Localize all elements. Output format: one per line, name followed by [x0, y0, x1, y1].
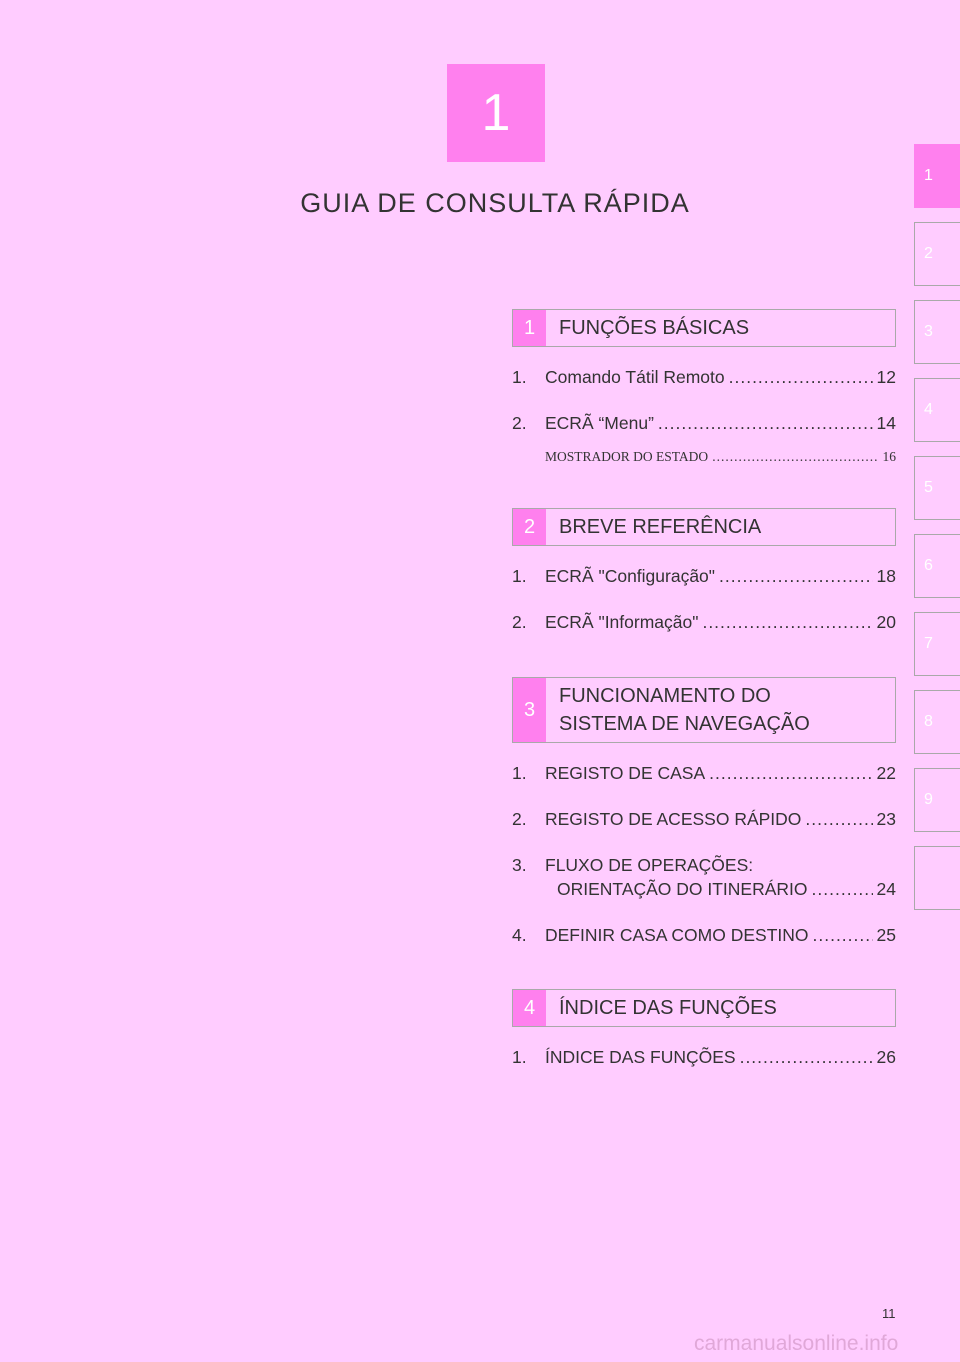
- entry-leader: [658, 411, 873, 435]
- page-title: GUIA DE CONSULTA RÁPIDA: [300, 188, 690, 218]
- section-header: [512, 309, 896, 347]
- side-tab-8[interactable]: 8: [914, 690, 960, 754]
- entry-number: 3.: [512, 855, 527, 875]
- section-title-line: FUNCIONAMENTO DO: [559, 685, 771, 707]
- entry-title: ECRÃ "Configuração": [545, 566, 716, 586]
- section-4: [512, 989, 896, 1091]
- section-title: [546, 678, 822, 742]
- entry-title: ECRÃ "Informação": [545, 612, 699, 632]
- entry-leader: [812, 877, 873, 901]
- side-tab-2[interactable]: 2: [914, 222, 960, 286]
- section-title: FUNÇÕES BÁSICAS: [559, 317, 750, 339]
- section-title: BREVE REFERÊNCIA: [559, 516, 762, 538]
- chapter-number-box: 1: [447, 64, 545, 162]
- entry-leader: [702, 610, 872, 634]
- toc-subentry[interactable]: [512, 445, 896, 469]
- entry-number: 2.: [512, 413, 527, 433]
- side-tab-7[interactable]: 7: [914, 612, 960, 676]
- entry-number: 1.: [512, 1047, 527, 1067]
- entry-title: Comando Tátil Remoto: [545, 367, 725, 387]
- side-tab-9[interactable]: 9: [914, 768, 960, 832]
- toc-entry[interactable]: [512, 564, 896, 588]
- entry-title: DEFINIR CASA COMO DESTINO: [545, 925, 809, 945]
- toc-entry[interactable]: [512, 853, 896, 901]
- entry-page: 16: [882, 449, 896, 464]
- entry-title: MOSTRADOR DO ESTADO: [545, 449, 709, 464]
- entry-leader: [729, 365, 873, 389]
- section-number: 3: [513, 678, 546, 742]
- side-tab-blank[interactable]: [914, 846, 960, 910]
- entry-leader: [813, 923, 873, 947]
- entry-number: 1.: [512, 566, 527, 586]
- section-header: [512, 677, 896, 743]
- section-header: [512, 989, 896, 1027]
- entry-title: ÍNDICE DAS FUNÇÕES: [545, 1047, 736, 1067]
- side-tab-6[interactable]: 6: [914, 534, 960, 598]
- entry-title: REGISTO DE CASA: [545, 763, 706, 783]
- side-tab-1[interactable]: 1: [914, 144, 960, 208]
- toc-entry[interactable]: [512, 1045, 896, 1069]
- entry-number: 1.: [512, 367, 527, 387]
- watermark: carmanualsonline.info: [694, 1332, 899, 1355]
- entry-title: FLUXO DE OPERAÇÕES:: [545, 855, 754, 875]
- entry-continuation: [512, 877, 896, 901]
- entry-leader: [709, 761, 872, 785]
- side-tab-index: [914, 144, 960, 924]
- entry-page: 24: [876, 879, 896, 899]
- entry-leader: [805, 807, 872, 831]
- toc-entry[interactable]: [512, 411, 896, 435]
- section-3: [512, 677, 896, 969]
- section-number: 4: [513, 990, 546, 1026]
- side-tab-3[interactable]: 3: [914, 300, 960, 364]
- entry-number: 4.: [512, 925, 527, 945]
- section-number: 1: [513, 310, 546, 346]
- entry-page: 20: [876, 612, 896, 632]
- entry-number: 2.: [512, 809, 527, 829]
- entry-number: 1.: [512, 763, 527, 783]
- section-title-line: SISTEMA DE NAVEGAÇÃO: [559, 713, 810, 735]
- entry-page: 26: [876, 1047, 896, 1067]
- entry-page: 12: [876, 367, 896, 387]
- entry-title: ECRÃ “Menu”: [545, 413, 654, 433]
- page-number: 11: [882, 1306, 896, 1321]
- toc-entry[interactable]: [512, 923, 896, 947]
- section-title: ÍNDICE DAS FUNÇÕES: [559, 997, 777, 1019]
- entry-leader: [740, 1045, 873, 1069]
- entry-leader: [712, 445, 878, 469]
- entry-title-line2: ORIENTAÇÃO DO ITINERÁRIO: [557, 879, 808, 899]
- toc-entry[interactable]: [512, 365, 896, 389]
- entry-leader: [719, 564, 873, 588]
- entry-page: 14: [876, 413, 896, 433]
- section-2: [512, 508, 896, 656]
- toc-entry[interactable]: [512, 610, 896, 634]
- toc-entry[interactable]: [512, 761, 896, 785]
- entry-page: 23: [876, 809, 896, 829]
- side-tab-5[interactable]: 5: [914, 456, 960, 520]
- entry-title: REGISTO DE ACESSO RÁPIDO: [545, 809, 802, 829]
- section-number: 2: [513, 509, 546, 545]
- entry-page: 18: [876, 566, 896, 586]
- entry-page: 22: [876, 763, 896, 783]
- section-1: [512, 309, 896, 491]
- entry-number: 2.: [512, 612, 527, 632]
- section-header: [512, 508, 896, 546]
- toc-entry[interactable]: [512, 807, 896, 831]
- entry-page: 25: [876, 925, 896, 945]
- side-tab-4[interactable]: 4: [914, 378, 960, 442]
